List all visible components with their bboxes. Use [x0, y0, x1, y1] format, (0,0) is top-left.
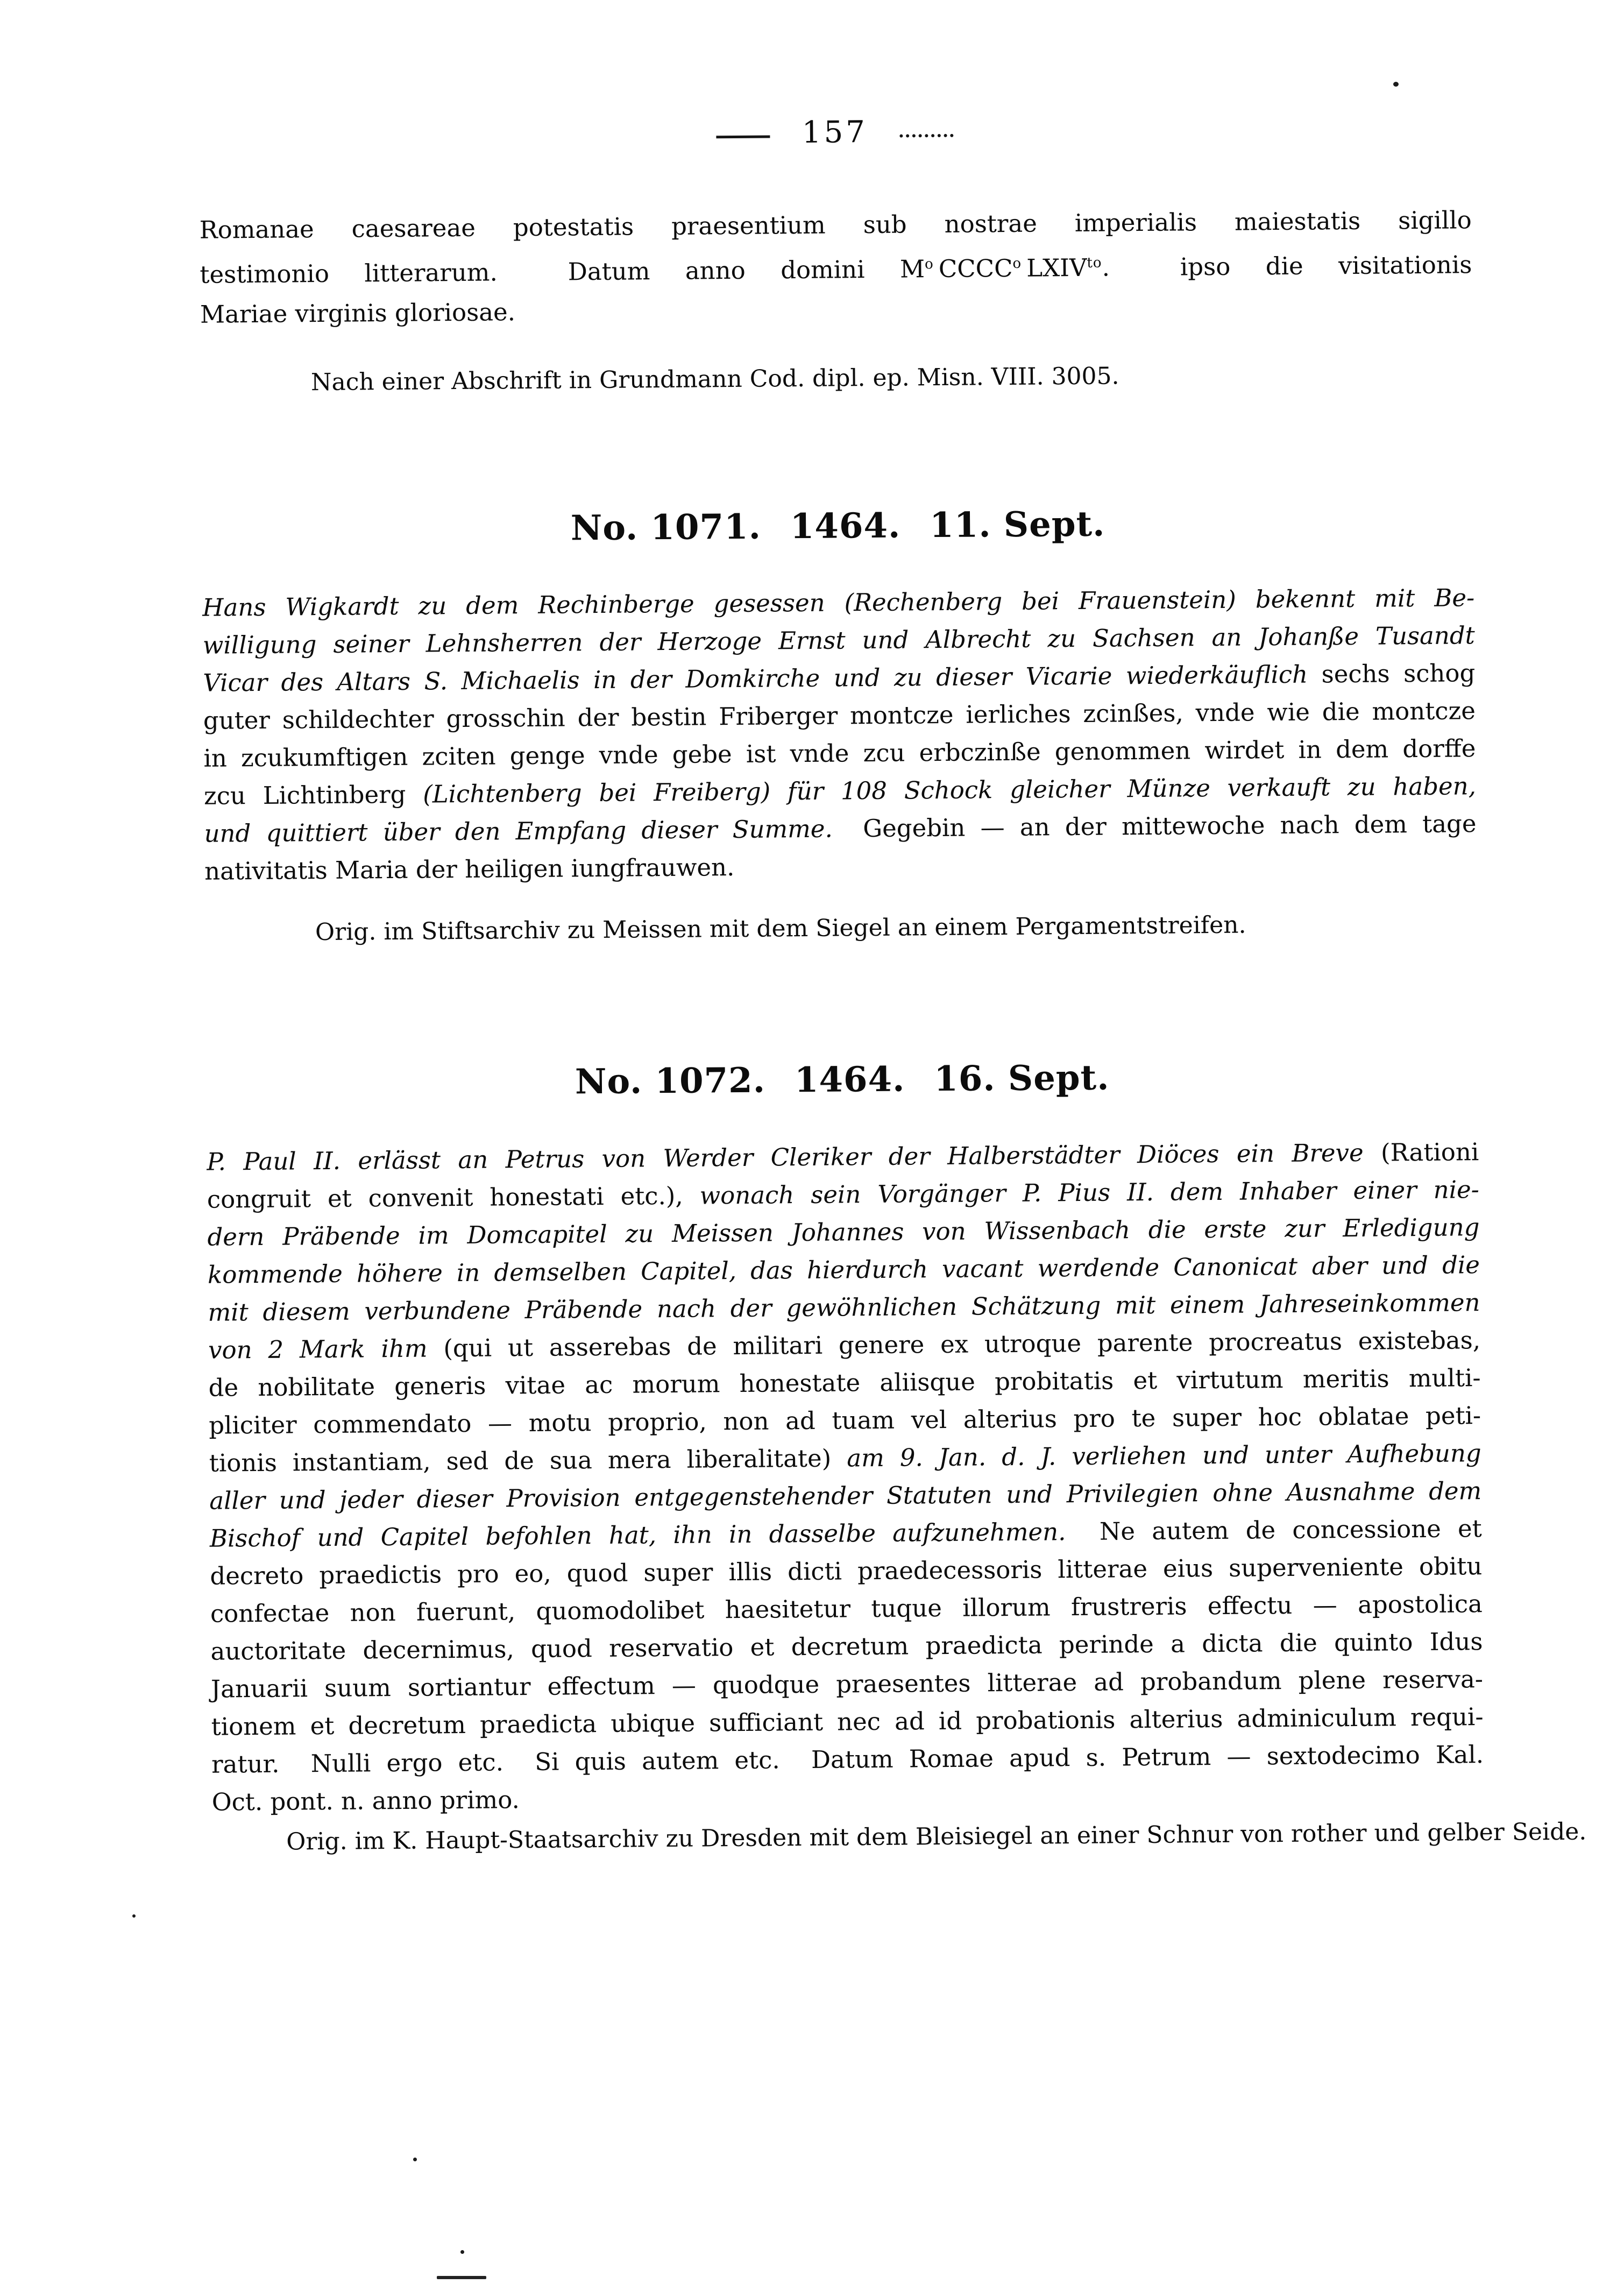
entry-date: 16. Sept.	[934, 1057, 1110, 1100]
entry-number: No. 1071.	[570, 506, 762, 549]
italic-text-segment: von 2 Mark ihm	[208, 1334, 444, 1364]
text-segment: confectae non fuerunt, quomodolibet haesitetur tuque illorum frustreris effectu — apostolica	[210, 1589, 1483, 1628]
entry-1072-paragraph	[207, 1133, 1484, 1821]
source-note-1072: Orig. im K. Haupt-Staatsarchiv zu Dresden mit dem Bleisiegel an einer Schnur von rother und gelber Seide.	[286, 1818, 1587, 1856]
italic-text-segment: kommende höhere in demselben Capitel, das hierdurch vacant werdende Canonicat aber und die	[207, 1250, 1480, 1289]
italic-text-segment: aller und jeder dieser Provision entgegenstehender Statuten und Privilegien ohne Ausnahme dem	[209, 1476, 1482, 1515]
text-segment: . ipso die visitationis	[1102, 250, 1472, 282]
italic-text-segment: wonach sein Vorgänger P. Pius II. dem Inhaber einer nie-	[699, 1175, 1480, 1210]
text-segment: o	[924, 256, 934, 273]
source-note-1071: Orig. im Stiftsarchiv zu Meissen mit dem Siegel an einem Pergamentstreifen.	[315, 911, 1246, 946]
header-rule-right	[900, 133, 954, 137]
entry-number: No. 1072.	[575, 1060, 766, 1102]
text-segment: (qui ut asserebas de militari genere ex utroque parente procreatus existebas,	[443, 1326, 1481, 1363]
text-segment: guter schildechter grosschin der bestin Friberger montcze ierliches zcinßes, vnde wie die montcze	[203, 696, 1476, 735]
text-segment: auctoritate decernimus, quod reservatio et decretum praedicta perinde a dicta die quinto Idus	[210, 1627, 1483, 1666]
italic-text-segment: Hans Wigkardt zu dem Rechinberge gesessen (Rechenberg bei Frauenstein) bekennt mit Be-	[202, 583, 1475, 622]
text-segment: CCCC	[933, 253, 1013, 284]
text-segment: pliciter commendato — motu proprio, non ad tuam vel alterius pro te super hoc oblatae peti-	[208, 1401, 1481, 1440]
page-number: 157	[802, 115, 868, 151]
entry-1071-heading	[202, 501, 1474, 551]
text-segment: Januarii suum sortiantur effectum — quodque praesentes litterae ad probandum plene reserva-	[210, 1665, 1484, 1703]
text-segment: sechs schog	[1321, 659, 1476, 689]
italic-text-segment: (Lichtenberg bei Freiberg) für 108 Schock gleicher Münze verkauft zu haben,	[423, 772, 1477, 809]
italic-text-segment: mit diesem verbundene Präbende nach der gewöhnlichen Schätzung mit einem Jahreseinkommen	[208, 1288, 1480, 1327]
entry-continuation-paragraph	[199, 200, 1472, 335]
text-segment: o	[1012, 255, 1022, 272]
ink-smudge	[437, 2276, 486, 2279]
ink-speck	[413, 2158, 417, 2161]
text-segment: Romanae caesareae potestatis praesentium sub nostrae imperialis maiestatis sigillo	[199, 206, 1472, 244]
entry-year: 1464.	[790, 505, 901, 547]
italic-text-segment: P. Paul II. erlässt an Petrus von Werder Cleriker der Halberstädter Diöces ein Breve	[207, 1138, 1381, 1176]
ink-speck	[132, 1914, 136, 1918]
italic-text-segment: am 9. Jan. d. J. verliehen und unter Aufhebung	[847, 1439, 1481, 1473]
entry-year: 1464.	[794, 1059, 905, 1101]
source-note-abschrift: Nach einer Abschrift in Grundmann Cod. dipl. ep. Misn. VIII. 3005.	[310, 362, 1119, 397]
italic-text-segment: Vicar des Altars S. Michaelis in der Domkirche und zu dieser Vicarie wiederkäuflich	[203, 660, 1322, 697]
header-rule-left	[716, 136, 770, 139]
text-segment: Ne autem de concessione et	[1066, 1514, 1482, 1546]
text-segment: congruit et convenit honestati etc.),	[207, 1181, 700, 1214]
text-segment: LXIV	[1022, 253, 1087, 282]
ink-speck	[1393, 82, 1399, 87]
page-header	[198, 110, 1471, 155]
text-segment: testimonio litterarum. Datum anno domini M	[200, 254, 925, 289]
text-segment: to	[1087, 254, 1102, 271]
text-segment: nativitatis Maria der heiligen iungfrauwen.	[204, 853, 735, 886]
text-segment: Gegebin — an der mittewoche nach dem tage	[832, 809, 1477, 843]
entry-1072-heading	[206, 1055, 1479, 1105]
text-segment: tionem et decretum praedicta ubique sufficiant nec ad id probationis alterius adminiculum requi-	[211, 1702, 1484, 1741]
ink-speck	[460, 2250, 464, 2254]
text-segment: (Rationi	[1380, 1137, 1479, 1167]
italic-text-segment: dern Präbende im Domcapitel zu Meissen Johannes von Wissenbach die erste zur Erledigung	[207, 1213, 1480, 1251]
text-segment: zcu Lichtinberg	[203, 780, 423, 810]
italic-text-segment: Bischof und Capitel befohlen hat, ihn in dasselbe aufzunehmen.	[209, 1517, 1066, 1553]
italic-text-segment: und quittiert über den Empfang dieser Summe.	[204, 814, 833, 848]
text-segment: decreto praedictis pro eo, quod super illis dicti praedecessoris litterae eius superveniente obitu	[210, 1552, 1483, 1590]
text-segment: de nobilitate generis vitae ac morum honestate aliisque probitatis et virtutum meritis multi-	[208, 1363, 1481, 1402]
text-segment: tionis instantiam, sed de sua mera liberalitate)	[209, 1444, 847, 1477]
text-segment: ratur. Nulli ergo etc. Si quis autem etc. Datum Romae apud s. Petrum — sextodecimo Kal.	[211, 1740, 1484, 1779]
entry-date: 11. Sept.	[929, 504, 1105, 546]
text-segment: Mariae virginis gloriosae.	[200, 298, 516, 329]
text-segment: in zcukumftigen zciten genge vnde gebe ist vnde zcu erbczinße genommen wirdet in dem dorffe	[203, 734, 1476, 773]
entry-1071-paragraph	[202, 579, 1477, 890]
italic-text-segment: willigung seiner Lehnsherren der Herzoge Ernst und Albrecht zu Sachsen an Johanße Tusandt	[202, 621, 1475, 660]
text-segment: Oct. pont. n. anno primo.	[211, 1785, 520, 1816]
